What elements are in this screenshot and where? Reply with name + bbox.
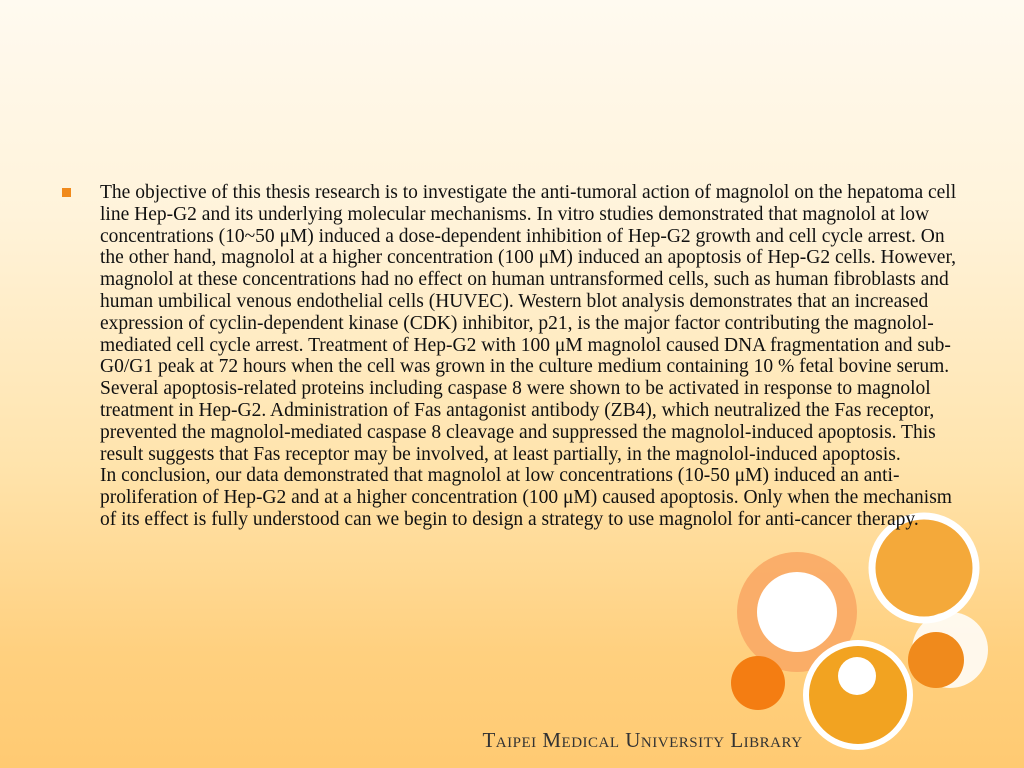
circle-peach-inner	[757, 572, 837, 652]
circle-orange-right	[908, 632, 964, 688]
paragraph-objective: The objective of this thesis research is to investigate the anti-tumoral action of magnolol on the hepatoma cell line Hep-G2 and its underlying molecular mechanisms. In vitro studies demonstrated that magnolol at low concentrations (10~50 μM) induced a dose-dependent inhibition of Hep-G2 growth and cell cycle arrest. On the other hand, magnolol at a higher concentration (100 μM) induced an apoptosis of Hep-G2 cells. However, magnolol at these concentrations had no effect on human untransformed cells, such as human fibroblasts and human umbilical venous endothelial cells (HUVEC). Western blot analysis demonstrates that an increased expression of cyclin-dependent kinase (CDK) inhibitor, p21, is the major factor contributing the magnolol-mediated cell cycle arrest. Treatment of Hep-G2 with 100 μM magnolol caused DNA fragmentation and sub-G0/G1 peak at 72 hours when the cell was grown in the culture medium containing 10 % fetal bovine serum. Several apoptosis-related proteins including caspase 8 were shown to be activated in response to magnolol treatment in Hep-G2. Administration of Fas antagonist antibody (ZB4), which neutralized the Fas receptor, prevented the magnolol-mediated caspase 8 cleavage and suppressed the magnolol-induced apoptosis. This result suggests that Fas receptor may be involved, at least partially, in the magnolol-induced apoptosis.	[100, 182, 957, 465]
bullet-text	[100, 182, 972, 531]
paragraph-conclusion: In conclusion, our data demonstrated that magnolol at low concentrations (10-50 μM) induced an anti-proliferation of Hep-G2 and at a higher concentration (100 μM) caused apoptosis. Only when the mechanism of its effect is fully understood can we begin to design a strategy to use magnolol for anti-cancer therapy.	[100, 465, 952, 530]
circle-white-dot	[838, 657, 876, 695]
circle-gold-ring	[872, 516, 976, 620]
body-content	[62, 182, 972, 531]
footer-library-name	[0, 728, 980, 753]
bullet-square-icon	[62, 188, 71, 197]
circle-orange-small	[731, 656, 785, 710]
footer-text: Taipei Medical University Library	[482, 728, 803, 752]
